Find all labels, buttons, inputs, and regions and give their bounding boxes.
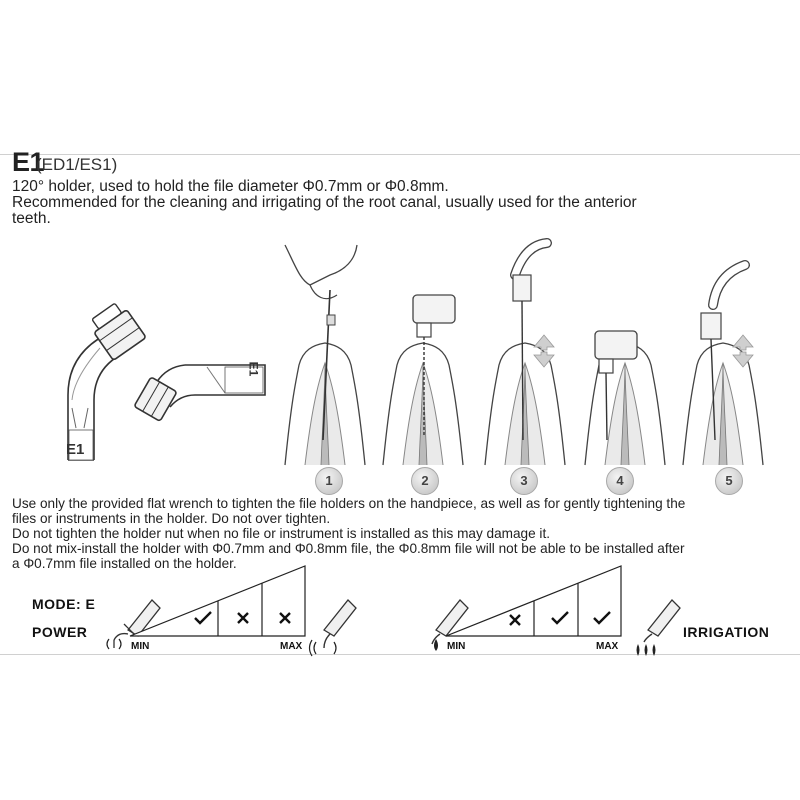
step-number: 1 xyxy=(315,467,343,495)
vibration-icon xyxy=(104,637,124,651)
tip-side-illustration xyxy=(125,345,285,425)
tip-main-label: E1 xyxy=(66,441,85,458)
step-number: 3 xyxy=(510,467,538,495)
intro-line-2: Recommended for the cleaning and irrigating of the root canal, usually used for the anterior xyxy=(12,194,637,211)
irrigation-label: IRRIGATION xyxy=(683,624,770,640)
irrigation-max-label: MAX xyxy=(596,641,619,652)
power-max-label: MAX xyxy=(280,641,303,652)
step-number: 4 xyxy=(606,467,634,495)
up-down-arrows-icon xyxy=(532,333,556,369)
checkmark-icon xyxy=(193,610,213,626)
irrigation-wedge xyxy=(446,561,626,641)
note-line-5: a Φ0.7mm file installed on the holder. xyxy=(12,556,237,571)
note-line-1: Use only the provided flat wrench to tighten the file holders on the handpiece, as well as for gently tightening the xyxy=(12,496,686,511)
bottom-divider xyxy=(0,654,800,655)
note-line-4: Do not mix-install the holder with Φ0.7mm and Φ0.8mm file, the Φ0.8mm file will not be able to be installed after xyxy=(12,541,685,556)
mode-label: MODE: E xyxy=(32,596,96,612)
tip-side-label: E1 xyxy=(246,361,261,377)
cross-icon xyxy=(279,612,291,624)
cross-icon xyxy=(237,612,249,624)
checkmark-icon xyxy=(550,610,570,626)
irrigation-min-label: MIN xyxy=(447,641,466,652)
power-wedge xyxy=(130,561,310,641)
product-variants: (ED1/ES1) xyxy=(36,155,118,174)
cross-icon xyxy=(509,614,521,626)
step-number: 5 xyxy=(715,467,743,495)
top-divider xyxy=(0,154,800,155)
checkmark-icon xyxy=(592,610,612,626)
product-code: E1 xyxy=(12,147,45,177)
step-number: 2 xyxy=(411,467,439,495)
power-max-handpiece-icon xyxy=(310,582,356,658)
up-down-arrows-icon xyxy=(731,333,755,369)
intro-line-1: 120° holder, used to hold the file diameter Φ0.7mm or Φ0.8mm. xyxy=(12,178,449,195)
irrigation-max-handpiece-icon xyxy=(630,582,680,658)
power-min-label: MIN xyxy=(131,641,150,652)
power-label: POWER xyxy=(32,624,88,640)
note-line-3: Do not tighten the holder nut when no file or instrument is installed as this may damage it. xyxy=(12,526,551,541)
intro-line-3: teeth. xyxy=(12,210,51,227)
water-drop-icon xyxy=(431,638,441,652)
note-line-2: files or instruments in the holder. Do not over tighten. xyxy=(12,511,331,526)
